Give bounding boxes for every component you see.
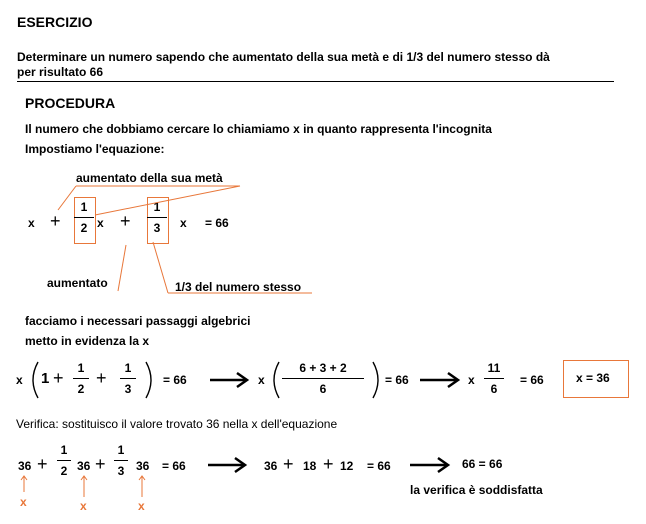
substitution-marker-3: x bbox=[138, 499, 145, 513]
eq3-final-equality: 66 = 66 bbox=[462, 457, 503, 471]
problem-statement-line2: per risultato 66 bbox=[17, 65, 104, 79]
eq3-fraction-half-numerator: 1 bbox=[60, 443, 68, 457]
eq3-sum-value-2: 18 bbox=[303, 459, 317, 473]
substitution-marker-2: x bbox=[80, 499, 87, 513]
procedure-heading: PROCEDURA bbox=[25, 95, 116, 111]
eq3-sum-value-1: 36 bbox=[264, 459, 278, 473]
eq2-plus-a: + bbox=[53, 368, 64, 388]
eq2-fraction-a-numerator: 1 bbox=[77, 361, 85, 375]
eq3-plus-1: + bbox=[37, 454, 48, 474]
eq1-x-3: x bbox=[180, 216, 187, 230]
step-text-1: Il numero che dobbiamo cercare lo chiamiamo x in quanto rappresenta l'incognita bbox=[25, 122, 492, 136]
verification-text: Verifica: sostituisco il valore trovato 36 nella x dell'equazione bbox=[16, 417, 338, 431]
eq2-x-b: x bbox=[258, 373, 265, 387]
eq2-x-c: x bbox=[468, 373, 475, 387]
verification-conclusion: la verifica è soddisfatta bbox=[410, 483, 543, 497]
eq3-fraction-half-denominator: 2 bbox=[60, 464, 68, 478]
eq3-value-2: 36 bbox=[77, 459, 91, 473]
eq1-result: = 66 bbox=[205, 216, 229, 230]
eq2-fraction-b-numerator: 1 bbox=[124, 361, 132, 375]
eq2-fraction-b-denominator: 3 bbox=[124, 382, 132, 396]
eq2-x: x bbox=[16, 373, 23, 387]
substitution-marker-1: x bbox=[20, 495, 27, 509]
eq1-x-2: x bbox=[97, 216, 104, 230]
eq2-fraction-c-numerator: 6 + 3 + 2 bbox=[299, 361, 347, 375]
eq3-value-3: 36 bbox=[136, 459, 150, 473]
annotation-third: 1/3 del numero stesso bbox=[175, 280, 302, 294]
step-text-2: Impostiamo l'equazione: bbox=[25, 142, 165, 156]
eq1-plus-1: + bbox=[50, 211, 61, 231]
solution-text: x = 36 bbox=[576, 371, 610, 385]
annotation-half: aumentato della sua metà bbox=[76, 171, 223, 185]
annotation-increased: aumentato bbox=[47, 276, 108, 290]
eq1-x: x bbox=[28, 216, 35, 230]
eq1-fraction-third-numerator: 1 bbox=[153, 200, 161, 214]
eq3-value-1: 36 bbox=[18, 459, 32, 473]
eq3-sum-result: = 66 bbox=[367, 459, 391, 473]
eq3-result-1: = 66 bbox=[162, 459, 186, 473]
eq1-plus-2: + bbox=[120, 211, 131, 231]
eq3-sum-value-3: 12 bbox=[340, 459, 354, 473]
eq1-fraction-third-denominator: 3 bbox=[153, 221, 161, 235]
eq2-fraction-a-denominator: 2 bbox=[77, 382, 85, 396]
eq3-plus-2: + bbox=[95, 454, 106, 474]
exercise-title: ESERCIZIO bbox=[17, 14, 93, 30]
eq1-fraction-half-denominator: 2 bbox=[80, 221, 88, 235]
problem-statement-line1: Determinare un numero sapendo che aumentato della sua metà e di 1/3 del numero stesso dà bbox=[17, 50, 550, 64]
eq2-fraction-d-denominator: 6 bbox=[490, 382, 498, 396]
eq2-result-b: = 66 bbox=[385, 373, 409, 387]
eq2-one: 1 bbox=[41, 370, 50, 387]
eq2-fraction-c-denominator: 6 bbox=[319, 382, 327, 396]
eq2-result-c: = 66 bbox=[520, 373, 544, 387]
eq3-fraction-third-numerator: 1 bbox=[117, 443, 125, 457]
step-text-4: metto in evidenza la x bbox=[25, 334, 150, 348]
eq2-fraction-d-numerator: 11 bbox=[487, 361, 501, 375]
eq1-fraction-half-numerator: 1 bbox=[80, 200, 88, 214]
eq3-sum-plus-1: + bbox=[283, 454, 294, 474]
step-text-3: facciamo i necessari passaggi algebrici bbox=[25, 314, 251, 328]
eq2-plus-b: + bbox=[96, 368, 107, 388]
eq2-result-a: = 66 bbox=[163, 373, 187, 387]
eq3-fraction-third-denominator: 3 bbox=[117, 464, 125, 478]
eq3-sum-plus-2: + bbox=[323, 454, 334, 474]
